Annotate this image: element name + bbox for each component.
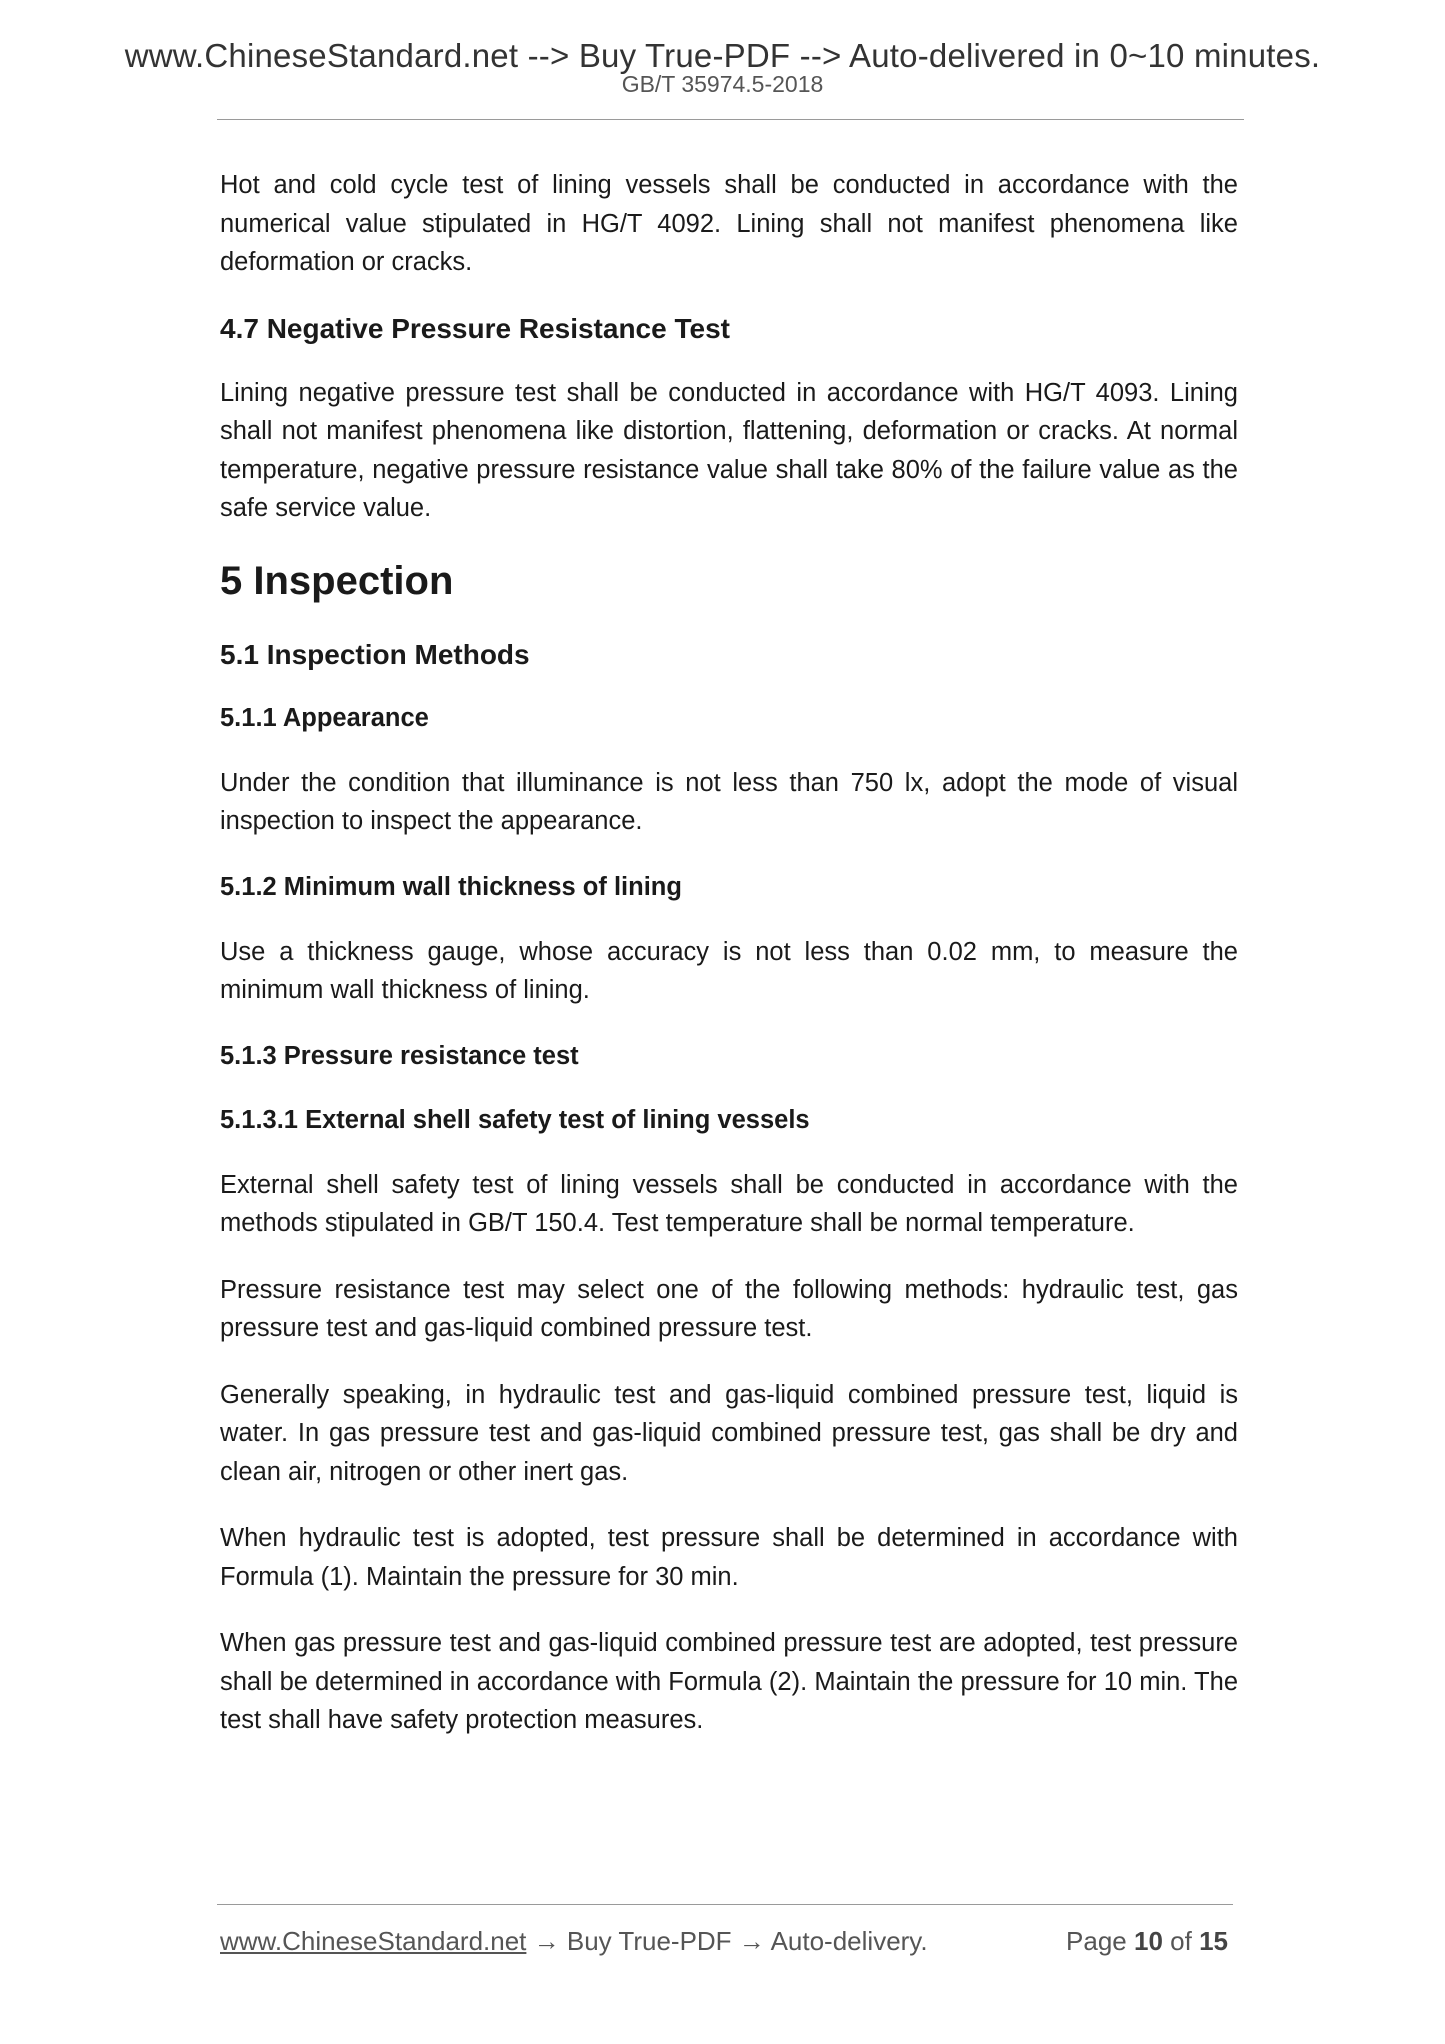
page-indicator bbox=[1066, 1924, 1228, 1958]
standard-code: GB/T 35974.5-2018 bbox=[621, 71, 824, 97]
heading-5: 5 Inspection bbox=[220, 558, 454, 603]
header-divider bbox=[217, 119, 1244, 120]
heading-5-1: 5.1 Inspection Methods bbox=[220, 638, 530, 670]
paragraph-media: Generally speaking, in hydraulic test and gas-liquid combined pressure test, liquid is water. In gas pressure test and gas-liquid combined pressure test, gas shall be dry and clean air, nitrogen or other inert gas. bbox=[220, 1380, 1238, 1486]
paragraph-negative-pressure: Lining negative pressure test shall be conducted in accordance with HG/T 4093. Lining shall not manifest phenomena like distortion, flattening, deformation or cracks. At normal temperature, negative pressure resistance value shall take 80% of the failure value as the safe service value. bbox=[220, 378, 1238, 522]
page-of-label: of bbox=[1170, 1926, 1192, 1956]
paragraph-hydraulic-test: When hydraulic test is adopted, test pressure shall be determined in accordance with Formula (1). Maintain the pressure for 30 min. bbox=[220, 1524, 1238, 1591]
footer bbox=[220, 1924, 1233, 1958]
footer-tagline: → Buy True-PDF → Auto-delivery. bbox=[526, 1926, 928, 1956]
page-content bbox=[220, 166, 1238, 1768]
heading-5-1-3: 5.1.3 Pressure resistance test bbox=[220, 1041, 579, 1070]
page-total: 15 bbox=[1199, 1926, 1228, 1956]
paragraph-gas-test: When gas pressure test and gas-liquid combined pressure test are adopted, test pressure shall be determined in accordance with Formula (2). Maintain the pressure for 10 min. The test shall have safety protection measures. bbox=[220, 1629, 1238, 1734]
paragraph-test-methods: Pressure resistance test may select one of the following methods: hydraulic test, gas pressure test and gas-liquid combined pressure test. bbox=[220, 1275, 1238, 1342]
footer-site-link[interactable]: www.ChineseStandard.net bbox=[220, 1926, 527, 1956]
heading-4-7: 4.7 Negative Pressure Resistance Test bbox=[220, 312, 730, 344]
paragraph-wall-thickness: Use a thickness gauge, whose accuracy is not less than 0.02 mm, to measure the minimum wall thickness of lining. bbox=[220, 937, 1238, 1004]
page-current: 10 bbox=[1134, 1926, 1163, 1956]
paragraph-external-shell: External shell safety test of lining vessels shall be conducted in accordance with the methods stipulated in GB/T 150.4. Test temperature shall be normal temperature. bbox=[220, 1170, 1238, 1237]
footer-divider bbox=[217, 1904, 1233, 1905]
heading-5-1-2: 5.1.2 Minimum wall thickness of lining bbox=[220, 872, 682, 901]
heading-5-1-1: 5.1.1 Appearance bbox=[220, 703, 429, 732]
heading-5-1-3-1: 5.1.3.1 External shell safety test of lining vessels bbox=[220, 1105, 810, 1134]
paragraph-appearance: Under the condition that illuminance is not less than 750 lx, adopt the mode of visual inspection to inspect the appearance. bbox=[220, 768, 1238, 835]
page-label: Page bbox=[1066, 1926, 1127, 1956]
paragraph-hot-cold-cycle: Hot and cold cycle test of lining vessels shall be conducted in accordance with the numerical value stipulated in HG/T 4092. Lining shall not manifest phenomena like deformation or cracks. bbox=[220, 171, 1238, 276]
header-banner: www.ChineseStandard.net --> Buy True-PDF --> Auto-delivered in 0~10 minutes. bbox=[124, 37, 1321, 74]
